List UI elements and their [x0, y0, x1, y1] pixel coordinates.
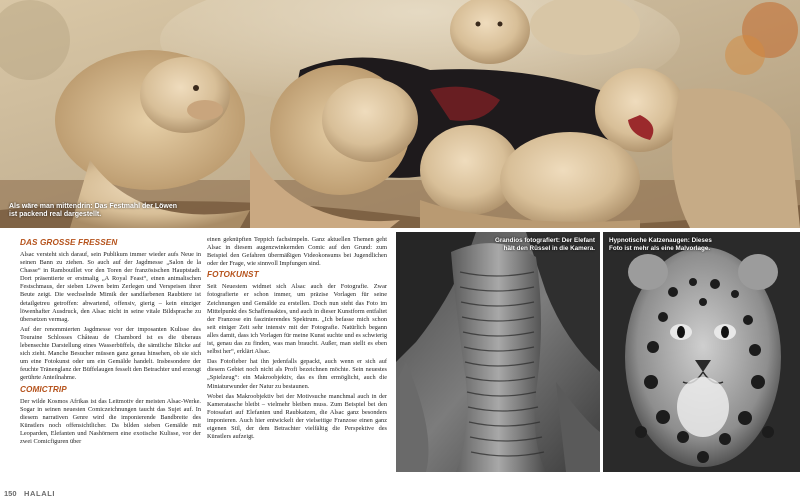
paragraph: Das Fotofieber hat ihn jedenfalls gepackt, auch wenn er sich auf diesem Gebiet noch nicht als Profi bezeichnen möchte. Sein neuestes „Spielzeug“: ein Makroobjektiv, das es ihm ermöglicht, auch die Miniaturwunder der Natur zu bestaunen. [207, 358, 387, 390]
painting-caption: Als wäre man mittendrin: Das Festmahl der Löwen ist packend real dargestellt. [9, 203, 178, 218]
paragraph: Wobei das Makroobjektiv bei der Motivsuche manchmal auch in der Kameratasche bleibt – vielmehr bleiben muss. Zum Beispiel bei den Fotosafari auf Elefanten und Raubkatzen, die Alsac ganz besonders imponieren. Auch hier entwickelt der vielseitige Franzose einen ganz eigenen Stil, der dem Betrachter vielfältig die Perspektive des Künstlers aufzeigt. [207, 392, 387, 441]
paragraph: einen geknüpften Teppich fachsimpeln. Ganz aktuellen Themen geht Alsac in diesem augenzwinkernden Comic auf den Grund: zum Beispiel den Gefahren übermäßigen Videokonsums bei Jugendlichen oder der Frage, wie sinnvoll Impfungen sind. [207, 236, 387, 268]
paragraph: Auf der renommierten Jagdmesse vor der imposanten Kulisse des Touraine Schlosses Château de Chambord ist es die überaus lebensechte Darstellung eines Wasserbüffels, die sämtliche Blicke auf sich zieht. Manche Besucher müssen ganz genau hinsehen, ob sie sich um eine Fotokunst oder um ein Gemälde handelt. Insbesondere der feuchte Tränenglanz der Büffelaugen fesselt den Betrachter und erzeugt gerührte Anteilnahme. [20, 325, 201, 382]
leopard-illustration [603, 232, 800, 472]
elephant-photo [396, 232, 600, 472]
leopard-photo [603, 232, 800, 472]
section-heading-comictrip: COMICTRIP [20, 384, 67, 394]
paragraph: Der wilde Kosmos Afrikas ist das Leitmotiv der meisten Alsac-Werke. Sogar in seinen neuesten Comiczeichnungen taucht das Sujet auf. In diesem narrativen Genre wird die imponierende Bandbreite des Künstlers noch offensichtlicher. Da bilden sieben Gemälde mit Leoparden, Elefanten und Nashörnern eine exotische Kulisse, vor der zwei Comicfiguren über [20, 397, 201, 445]
text-column-2 [207, 236, 387, 443]
section-heading-fotokunst: FOTOKUNST [207, 270, 259, 280]
leopard-caption: Hypnotische Katzenaugen: Dieses Foto ist mehr als eine Malvorlage. [609, 237, 712, 252]
elephant-caption: Grandios fotografiert: Der Elefant hält den Rüssel in die Kamera. [494, 237, 595, 252]
elephant-illustration [396, 232, 600, 472]
lion-painting-illustration [0, 0, 800, 228]
text-column-1 [20, 236, 201, 448]
lion-feast-painting [0, 0, 800, 228]
paragraph: Alsac versteht sich darauf, sein Publikum immer wieder aufs Neue in seinen Bann zu ziehen. So auch auf der Jagdmesse „Salon de la Chasse“ in Rambouillet vor den Toren der französischen Hauptstadt. Dort präsentierte er erstmalig „A Royal Feast“, einen animalischen Festschmaus, der sieben Löwen beim Zerlegen und Verspeisen ihrer Beute zeigt. Die wechselnde Mimik der sandfarbenen Raubtiere ist detailgetreu getroffen: abwartend, offensiv, gierig – kein einziger löwenhafter Ausdruck, den Alsac nicht in seine vitale Bildsprache zu übersetzen vermag. [20, 251, 201, 323]
paragraph: Seit Neuestem widmet sich Alsac auch der Fotografie. Zwar fotografierte er schon immer, um präzise Vorlagen für seine Zeichnungen und Gemälde zu erstellen. Doch nun steht das Foto im Mittelpunkt des Schaffensaktes, und auch in dieser Kunstform entfaltet der Franzose ein faszinierendes Spektrum. „Ich befasse mich schon seit einiger Zeit sehr intensiv mit der Fotografie. Natürlich begann alles damit, dass ich Vorlagen für meine Kunst suchte und es schwierig ist, genau das zu finden, was man braucht. Außer, man stellt es eben selbst her“, erklärt Alsac. [207, 283, 387, 356]
page-number: 150 [4, 489, 17, 498]
section-heading-das-grosse-fressen: DAS GROSSE FRESSEN [20, 238, 118, 247]
magazine-name: HALALI [24, 489, 56, 498]
page-footer [0, 489, 800, 501]
